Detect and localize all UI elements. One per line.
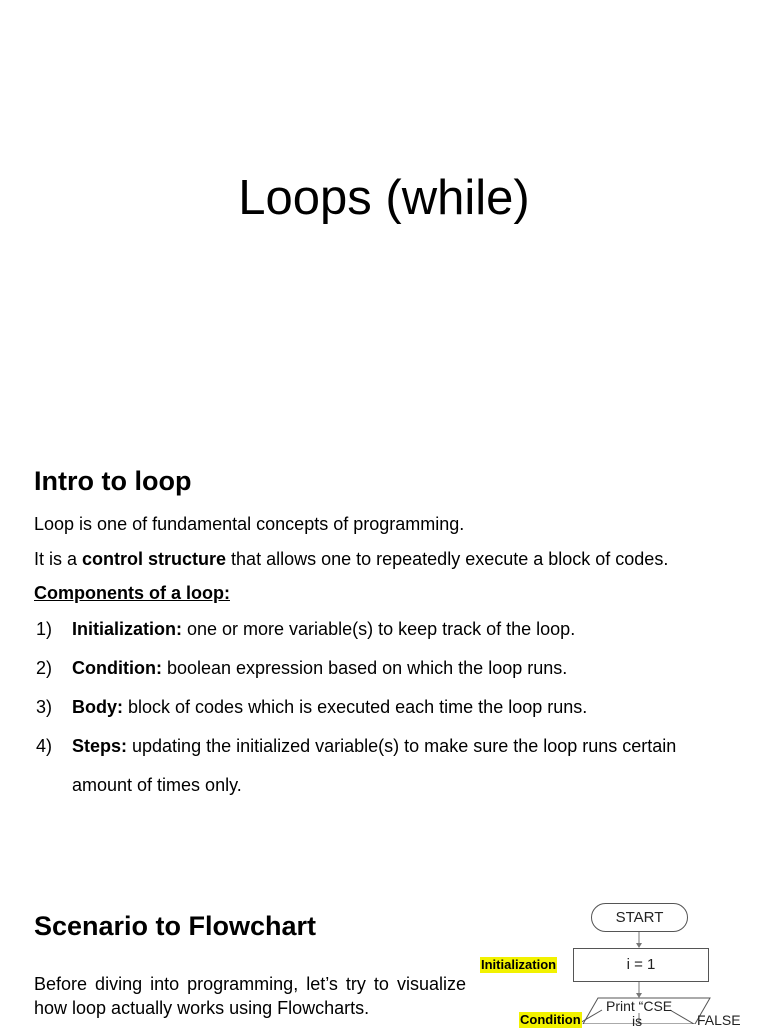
list-item-desc: block of codes which is executed each time the loop runs. — [123, 697, 588, 717]
flowchart-init-box: i = 1 — [573, 948, 709, 982]
condition-label: Condition — [520, 1012, 581, 1027]
list-item-desc: boolean expression based on which the loop runs. — [161, 658, 568, 678]
list-item — [72, 657, 567, 679]
scenario-paragraph: Before diving into programming, let’s try to visualize how loop actually works using Flowcharts. — [34, 974, 466, 1018]
false-label: FALSE — [697, 1012, 741, 1028]
flowchart-print-text: Print “CSE — [606, 998, 673, 1014]
list-item-term: Body: — [72, 697, 123, 717]
control-structure-term: control structure — [82, 549, 227, 569]
list-item-number: 4) — [36, 736, 53, 756]
intro-line-1: Loop is one of fundamental concepts of programming. — [34, 514, 465, 534]
list-item — [72, 618, 575, 640]
list-item — [72, 696, 587, 718]
intro-line-2-pre: It is a — [34, 549, 83, 569]
list-item-number: 3) — [36, 697, 53, 717]
flowchart-print-text-2: is — [632, 1013, 643, 1029]
list-item-number: 1) — [36, 619, 53, 639]
list-item-term: Initialization: — [72, 619, 182, 639]
flowchart-start: START — [591, 903, 688, 932]
intro-heading: Intro to loop — [34, 466, 192, 496]
components-heading: Components of a loop: — [34, 583, 230, 603]
intro-line-2-post: that allows one to repeatedly execute a block of codes. — [226, 549, 669, 569]
list-item-desc: updating the initialized variable(s) to make sure the loop runs certain — [127, 736, 677, 756]
intro-line-2 — [34, 548, 668, 570]
scenario-heading: Scenario to Flowchart — [34, 911, 317, 941]
list-item-term: Condition: — [72, 658, 162, 678]
list-item-continuation: amount of times only. — [72, 775, 242, 795]
list-item — [72, 735, 676, 757]
initialization-label: Initialization — [481, 957, 557, 972]
page-title: Loops (while) — [238, 171, 530, 225]
list-item-number: 2) — [36, 658, 53, 678]
list-item-term: Steps: — [72, 736, 128, 756]
list-item-desc: one or more variable(s) to keep track of the loop. — [182, 619, 576, 639]
